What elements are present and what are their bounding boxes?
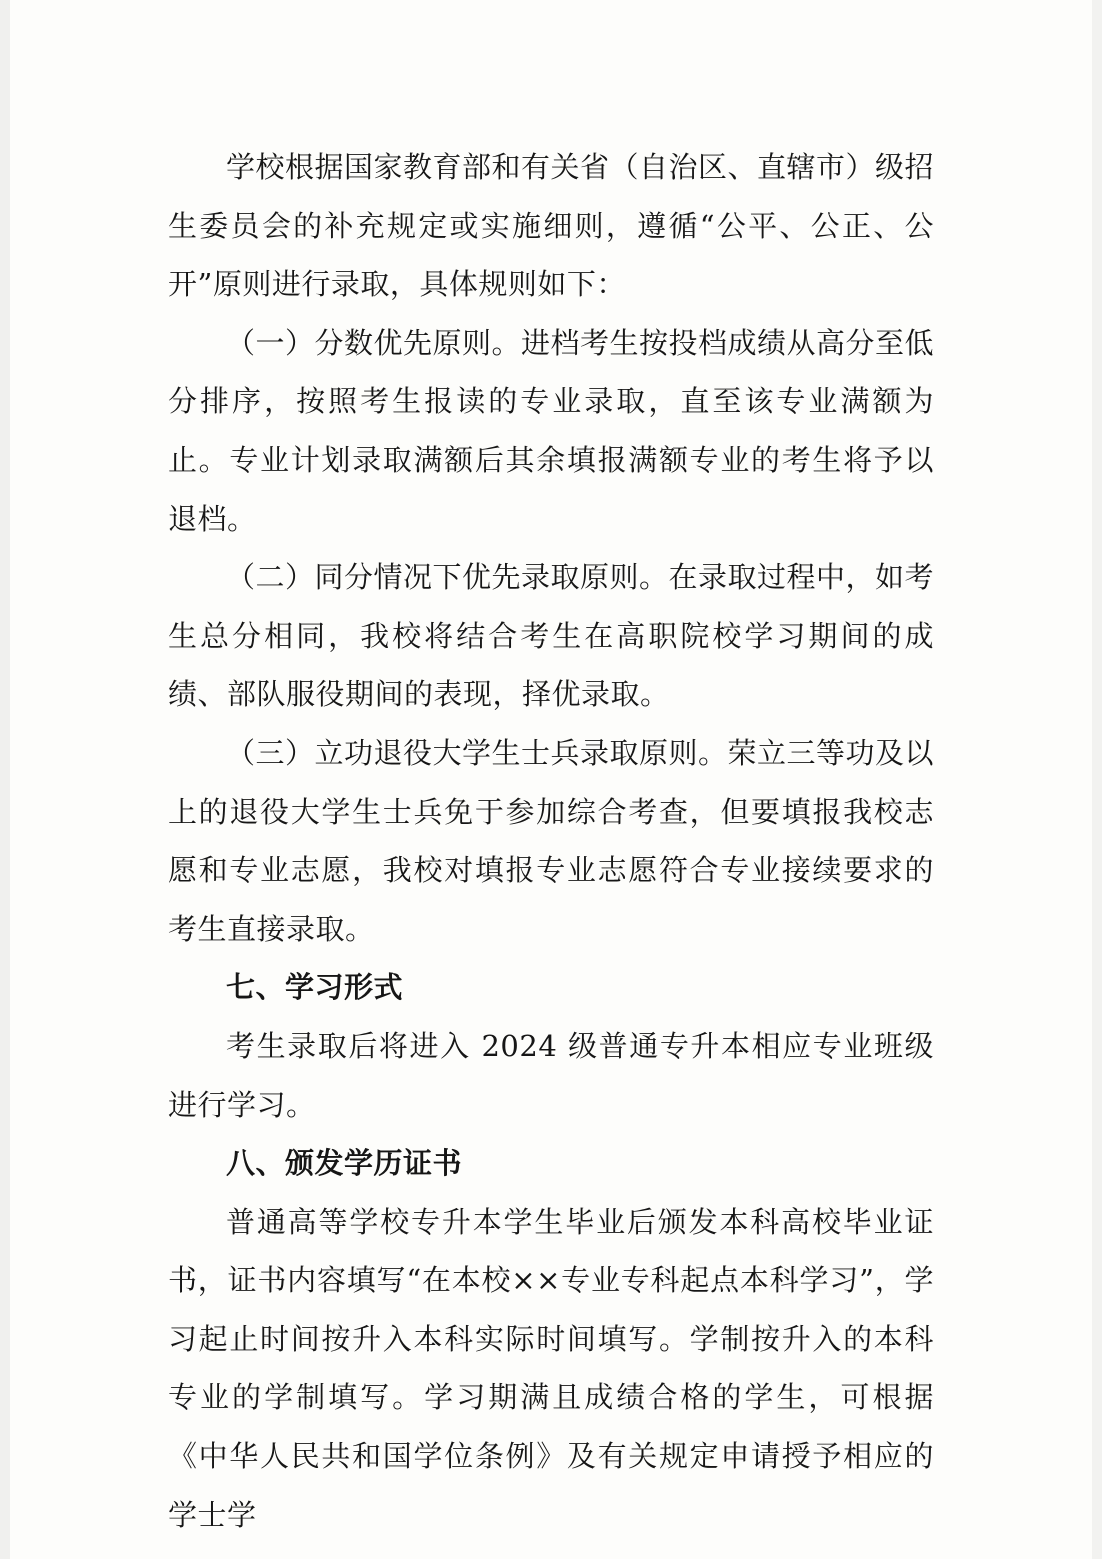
paragraph-score-priority-rule: （一）分数优先原则。进档考生按投档成绩从高分至低分排序，按照考生报读的专业录取，直至该专业满额为止。专业计划录取满额后其余填报满额专业的考生将予以退档。 — [168, 325, 935, 536]
paragraph-equal-score-rule: （二）同分情况下优先录取原则。在录取过程中，如考生总分相同，我校将结合考生在高职院校学习期间的成绩、部队服役期间的表现，择优录取。 — [168, 560, 935, 712]
paragraph-veteran-admission-rule: （三）立功退役大学生士兵录取原则。荣立三等功及以上的退役大学生士兵免于参加综合考查，但要填报我校志愿和专业志愿，我校对填报专业志愿符合专业接续要求的考生直接录取。 — [168, 735, 935, 946]
heading-study-format: 七、学习形式 — [226, 970, 404, 1005]
heading-diploma-issuance: 八、颁发学历证书 — [226, 1146, 463, 1181]
paragraph-admission-rules-intro: 学校根据国家教育部和有关省（自治区、直辖市）级招生委员会的补充规定或实施细则，遵循“公平、公正、公开”原则进行录取，具体规则如下： — [168, 150, 935, 302]
paragraph-diploma-issuance: 普通高等学校专升本学生毕业后颁发本科高校毕业证书，证书内容填写“在本校××专业专科起点本科学习”，学习起止时间按升入本科实际时间填写。学制按升入的本科专业的学制填写。学习期满且成绩合格的学生，可根据《中华人民共和国学位条例》及有关规定申请授予相应的学士学 — [168, 1204, 934, 1532]
document-body — [168, 138, 934, 1544]
paragraph-study-format: 考生录取后将进入 2024 级普通专升本相应专业班级进行学习。 — [168, 1028, 934, 1122]
